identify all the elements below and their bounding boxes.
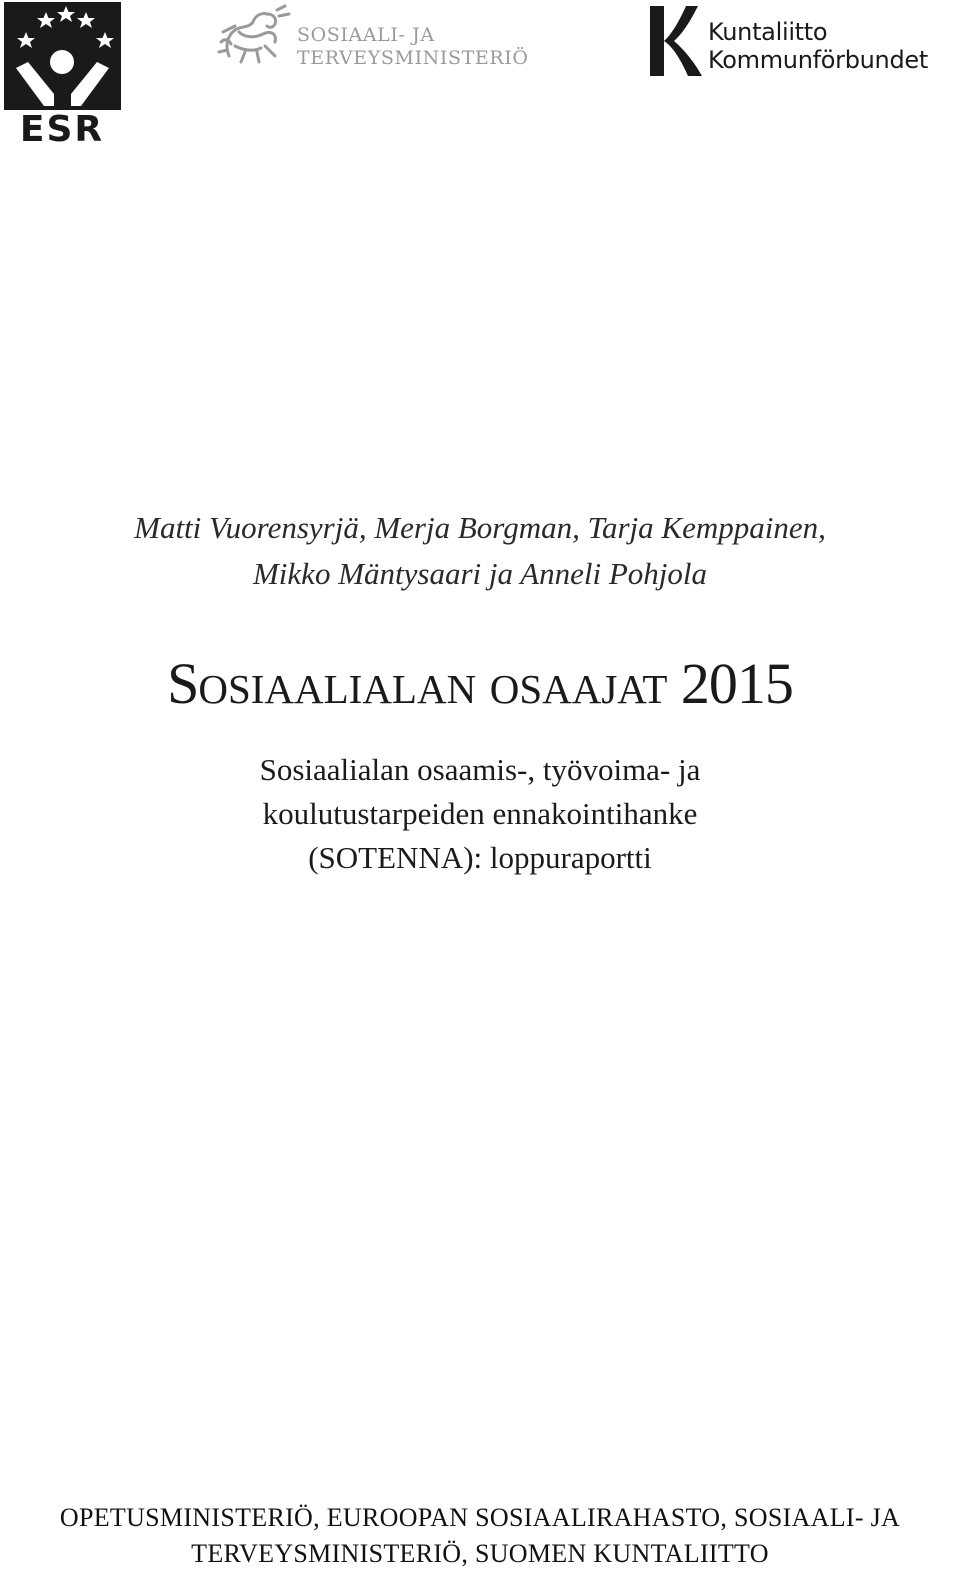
subtitle-line2: koulutustarpeiden ennakointihanke — [262, 796, 698, 831]
kuntaliitto-name-line2: Kommunförbundet — [708, 46, 928, 74]
lion-coat-of-arms-icon — [215, 2, 293, 66]
esr-emblem-icon — [4, 2, 121, 144]
kuntaliitto-logo — [650, 4, 958, 80]
publishers-line1: OPETUSMINISTERIÖ, EUROOPAN SOSIAALIRAHASTO, SOSIAALI- JA — [59, 1503, 901, 1532]
ministry-name-line2: TERVEYSMINISTERIÖ — [297, 47, 529, 69]
title-rest1: OSIAALIALAN — [198, 666, 477, 712]
report-subtitle — [0, 748, 960, 880]
kuntaliitto-name-line1: Kuntaliitto — [708, 18, 828, 46]
authors — [0, 505, 960, 597]
ministry-name-line1: SOSIAALI- JA — [297, 24, 435, 46]
kuntaliitto-name — [708, 18, 928, 74]
ministry-logo — [215, 2, 545, 69]
ministry-name — [297, 24, 529, 70]
report-title — [0, 652, 960, 721]
kuntaliitto-k-icon — [650, 6, 704, 76]
title-year: 2015 — [680, 651, 793, 716]
svg-text:ESR: ESR — [19, 109, 105, 144]
authors-line1: Matti Vuorensyrjä, Merja Borgman, Tarja Kemppainen, — [134, 510, 826, 545]
title-cap1: S — [167, 651, 199, 716]
publishers-line2: TERVEYSMINISTERIÖ, SUOMEN KUNTALIITTO — [191, 1539, 769, 1568]
subtitle-line3: (SOTENNA): loppuraportti — [308, 840, 652, 875]
esr-logo — [4, 2, 121, 144]
title-cap2: O — [489, 666, 520, 712]
publishers — [0, 1500, 960, 1572]
title-rest2: SAAJAT — [519, 666, 668, 712]
subtitle-line1: Sosiaalialan osaamis-, työvoima- ja — [259, 752, 701, 787]
authors-line2: Mikko Mäntysaari ja Anneli Pohjola — [252, 556, 708, 591]
